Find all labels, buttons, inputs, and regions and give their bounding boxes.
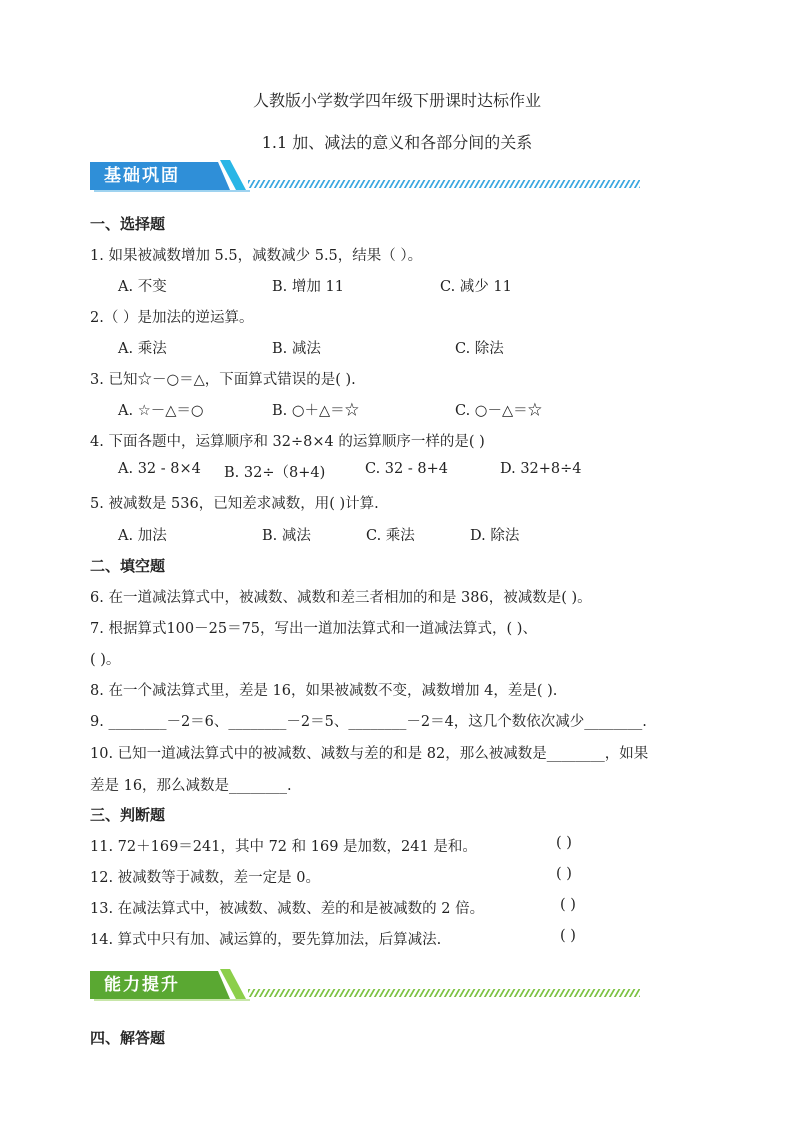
question-4-option-b: B. 32÷（8+4) <box>224 465 326 481</box>
question-3-option-b: B. ○＋△＝☆ <box>272 403 360 419</box>
question-4-option-c: C. 32 - 8+4 <box>365 461 448 477</box>
question-13: 13. 在减法算式中，被减数、减数、差的和是被减数的 2 倍。 <box>90 901 485 917</box>
question-11: 11. 72＋169＝241，其中 72 和 169 是加数，241 是和。 <box>90 839 477 855</box>
question-10-continued: 差是 16，那么减数是________. <box>90 778 292 794</box>
question-4-option-a: A. 32 - 8×4 <box>118 461 201 477</box>
question-12: 12. 被减数等于减数，差一定是 0。 <box>90 870 321 886</box>
question-14-answer-bracket: ( ) <box>560 928 576 944</box>
question-2: 2.（ ）是加法的逆运算。 <box>90 310 254 326</box>
banner-label: 能力提升 <box>104 975 180 995</box>
question-1-option-c: C. 减少 11 <box>440 279 512 295</box>
question-11-answer-bracket: ( ) <box>556 835 572 851</box>
section-heading-judge: 三、判断题 <box>90 806 166 824</box>
question-6: 6. 在一道减法算式中，被减数、减数和差三者相加的和是 386，被减数是( )。 <box>90 590 592 606</box>
banner-label: 基础巩固 <box>104 166 180 186</box>
section-heading-choice: 一、选择题 <box>90 215 166 233</box>
question-9: 9. ________－2＝6、________－2＝5、________－2＝4，这几个数依次减少________. <box>90 714 647 730</box>
question-3: 3. 已知☆－○＝△，下面算式错误的是( ). <box>90 372 356 388</box>
question-5-option-c: C. 乘法 <box>366 528 415 544</box>
question-1-option-b: B. 增加 11 <box>272 279 344 295</box>
question-10: 10. 已知一道减法算式中的被减数、减数与差的和是 82，那么被减数是________，如果 <box>90 746 649 762</box>
page-title: 人教版小学数学四年级下册课时达标作业 <box>252 91 541 110</box>
question-5: 5. 被减数是 536，已知差求减数，用( )计算. <box>90 496 379 512</box>
question-2-option-a: A. 乘法 <box>118 341 167 357</box>
question-4: 4. 下面各题中，运算顺序和 32÷8×4 的运算顺序一样的是( ) <box>90 434 485 450</box>
question-5-option-a: A. 加法 <box>118 528 167 544</box>
question-4-option-d: D. 32+8÷4 <box>500 461 582 477</box>
question-5-option-b: B. 减法 <box>262 528 311 544</box>
question-1: 1. 如果被减数增加 5.5，减数减少 5.5，结果（ ）。 <box>90 248 423 264</box>
question-8: 8. 在一个减法算式里，差是 16，如果被减数不变，减数增加 4，差是( ). <box>90 683 558 699</box>
question-2-option-b: B. 减法 <box>272 341 321 357</box>
section-banner-basic <box>90 160 642 192</box>
question-7-continued: ( )。 <box>90 652 121 668</box>
question-5-option-d: D. 除法 <box>470 528 520 544</box>
question-3-option-a: A. ☆－△＝○ <box>118 403 204 419</box>
section-heading-fill: 二、填空题 <box>90 557 166 575</box>
question-3-option-c: C. ○－△＝☆ <box>455 403 543 419</box>
question-7: 7. 根据算式100－25＝75，写出一道加法算式和一道减法算式，( )、 <box>90 621 537 637</box>
section-banner-advanced <box>90 969 642 1001</box>
section-heading-answer: 四、解答题 <box>90 1029 166 1047</box>
question-13-answer-bracket: ( ) <box>560 897 576 913</box>
page-subtitle: 1.1 加、减法的意义和各部分间的关系 <box>261 133 533 152</box>
question-14: 14. 算式中只有加、减运算的，要先算加法，后算减法. <box>90 932 442 948</box>
question-12-answer-bracket: ( ) <box>556 866 572 882</box>
question-1-option-a: A. 不变 <box>118 279 167 295</box>
question-2-option-c: C. 除法 <box>455 341 504 357</box>
